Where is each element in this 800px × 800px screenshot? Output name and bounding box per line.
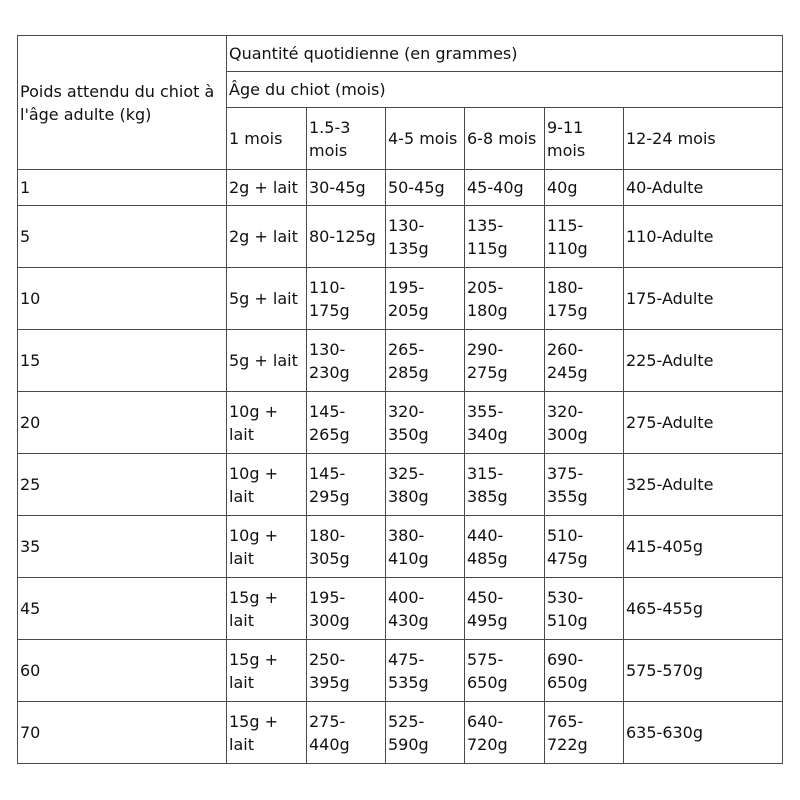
quantity-cell: 10g + lait xyxy=(227,454,307,516)
quantity-cell: 325-380g xyxy=(386,454,465,516)
quantity-cell: 400-430g xyxy=(386,578,465,640)
quantity-cell: 380-410g xyxy=(386,516,465,578)
quantity-cell: 315-385g xyxy=(465,454,545,516)
weight-cell: 5 xyxy=(18,206,227,268)
quantity-cell: 2g + lait xyxy=(227,170,307,206)
quantity-header-cell: Quantité quotidienne (en grammes) xyxy=(227,36,783,72)
weight-cell: 35 xyxy=(18,516,227,578)
quantity-cell: 5g + lait xyxy=(227,330,307,392)
quantity-cell: 135-115g xyxy=(465,206,545,268)
table-row xyxy=(18,392,783,454)
quantity-cell: 10g + lait xyxy=(227,516,307,578)
quantity-cell: 355-340g xyxy=(465,392,545,454)
quantity-cell: 575-650g xyxy=(465,640,545,702)
quantity-cell: 690-650g xyxy=(545,640,624,702)
age-column-header: 9-11 mois xyxy=(545,108,624,170)
quantity-cell: 2g + lait xyxy=(227,206,307,268)
quantity-cell: 45-40g xyxy=(465,170,545,206)
quantity-cell: 115-110g xyxy=(545,206,624,268)
quantity-cell: 450-495g xyxy=(465,578,545,640)
quantity-cell: 225-Adulte xyxy=(624,330,783,392)
quantity-cell: 40-Adulte xyxy=(624,170,783,206)
weight-header-cell: Poids attendu du chiot à l'âge adulte (kg) xyxy=(18,36,227,170)
quantity-cell: 145-295g xyxy=(307,454,386,516)
quantity-cell: 145-265g xyxy=(307,392,386,454)
weight-cell: 20 xyxy=(18,392,227,454)
quantity-cell: 465-455g xyxy=(624,578,783,640)
quantity-cell: 275-Adulte xyxy=(624,392,783,454)
quantity-cell: 510-475g xyxy=(545,516,624,578)
quantity-cell: 175-Adulte xyxy=(624,268,783,330)
quantity-cell: 475-535g xyxy=(386,640,465,702)
weight-cell: 60 xyxy=(18,640,227,702)
quantity-cell: 110-175g xyxy=(307,268,386,330)
quantity-cell: 110-Adulte xyxy=(624,206,783,268)
quantity-cell: 320-300g xyxy=(545,392,624,454)
age-column-header: 1 mois xyxy=(227,108,307,170)
table-row xyxy=(18,516,783,578)
quantity-cell: 40g xyxy=(545,170,624,206)
quantity-cell: 50-45g xyxy=(386,170,465,206)
quantity-cell: 275-440g xyxy=(307,702,386,764)
quantity-cell: 15g + lait xyxy=(227,640,307,702)
age-column-header: 1.5-3 mois xyxy=(307,108,386,170)
quantity-cell: 5g + lait xyxy=(227,268,307,330)
quantity-cell: 440-485g xyxy=(465,516,545,578)
quantity-cell: 640-720g xyxy=(465,702,545,764)
age-column-header: 6-8 mois xyxy=(465,108,545,170)
age-header-cell: Âge du chiot (mois) xyxy=(227,72,783,108)
puppy-feeding-table xyxy=(17,35,783,764)
quantity-cell: 80-125g xyxy=(307,206,386,268)
quantity-cell: 265-285g xyxy=(386,330,465,392)
table-row xyxy=(18,702,783,764)
weight-cell: 1 xyxy=(18,170,227,206)
quantity-cell: 530-510g xyxy=(545,578,624,640)
table-row xyxy=(18,578,783,640)
quantity-cell: 15g + lait xyxy=(227,702,307,764)
age-column-header: 4-5 mois xyxy=(386,108,465,170)
header-row-quantity xyxy=(18,36,783,72)
weight-cell: 15 xyxy=(18,330,227,392)
quantity-cell: 15g + lait xyxy=(227,578,307,640)
quantity-cell: 180-305g xyxy=(307,516,386,578)
weight-cell: 70 xyxy=(18,702,227,764)
quantity-cell: 525-590g xyxy=(386,702,465,764)
quantity-cell: 195-300g xyxy=(307,578,386,640)
weight-cell: 25 xyxy=(18,454,227,516)
table-row xyxy=(18,640,783,702)
quantity-cell: 320-350g xyxy=(386,392,465,454)
quantity-cell: 130-230g xyxy=(307,330,386,392)
quantity-cell: 195-205g xyxy=(386,268,465,330)
table-row xyxy=(18,330,783,392)
quantity-cell: 250-395g xyxy=(307,640,386,702)
age-column-header: 12-24 mois xyxy=(624,108,783,170)
quantity-cell: 635-630g xyxy=(624,702,783,764)
table-row xyxy=(18,170,783,206)
quantity-cell: 765-722g xyxy=(545,702,624,764)
quantity-cell: 290-275g xyxy=(465,330,545,392)
quantity-cell: 180-175g xyxy=(545,268,624,330)
quantity-cell: 575-570g xyxy=(624,640,783,702)
weight-cell: 45 xyxy=(18,578,227,640)
table-row xyxy=(18,454,783,516)
quantity-cell: 130-135g xyxy=(386,206,465,268)
quantity-cell: 30-45g xyxy=(307,170,386,206)
quantity-cell: 10g + lait xyxy=(227,392,307,454)
table-row xyxy=(18,206,783,268)
weight-cell: 10 xyxy=(18,268,227,330)
table-row xyxy=(18,268,783,330)
quantity-cell: 415-405g xyxy=(624,516,783,578)
quantity-cell: 375-355g xyxy=(545,454,624,516)
quantity-cell: 205-180g xyxy=(465,268,545,330)
quantity-cell: 260-245g xyxy=(545,330,624,392)
quantity-cell: 325-Adulte xyxy=(624,454,783,516)
